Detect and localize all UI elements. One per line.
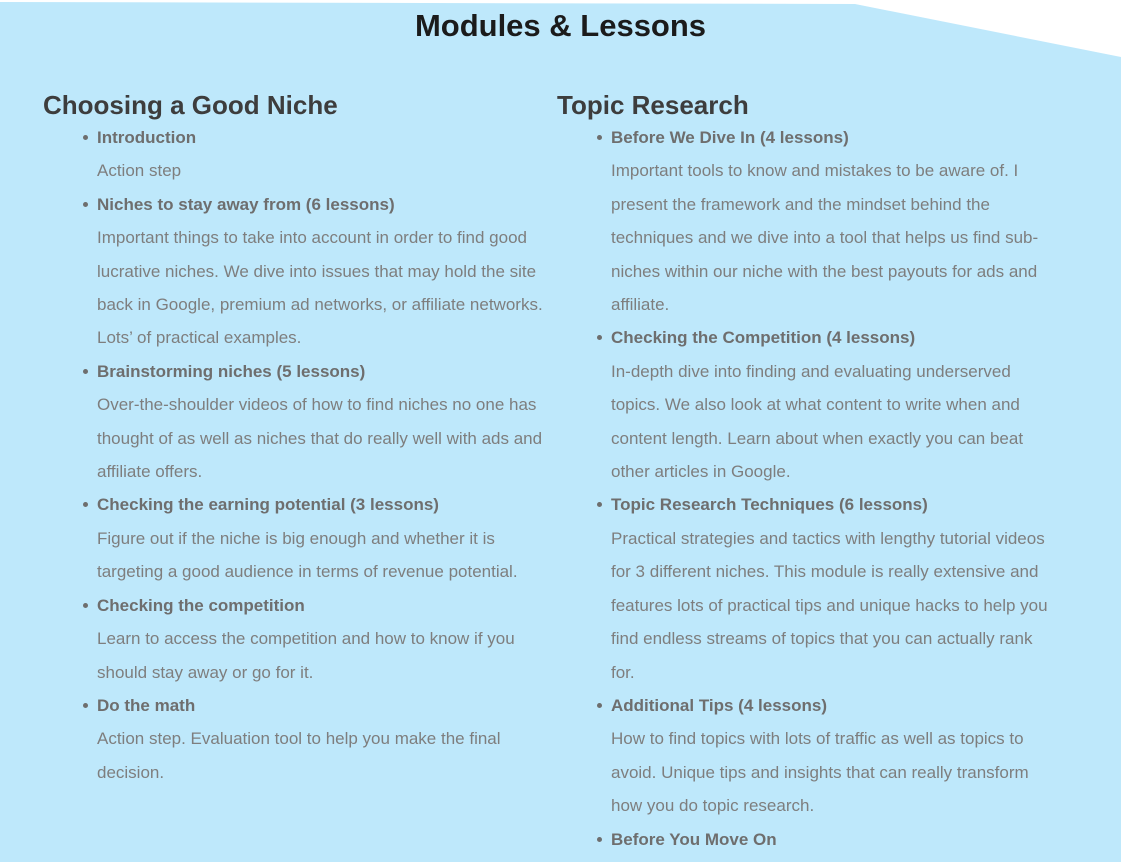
lesson-item [97,488,543,588]
modules-columns [0,90,1121,856]
lesson-item-title: Niches to stay away from (6 lessons) [97,194,395,214]
lesson-item [611,689,1057,823]
lesson-item-title: Before We Dive In (4 lessons) [611,128,849,147]
lesson-item [97,188,543,355]
lesson-item-title: Topic Research Techniques (6 lessons) [611,495,928,515]
lesson-item-description: Important tools to know and mistakes to be aware of. I present the framework and the mindset behind the techniques and we dive into a tool that helps us find sub-niches within our niche with the best payouts for ads and affiliate. [611,161,1039,315]
lesson-item-title: Introduction [97,128,197,147]
lesson-item [611,121,1057,321]
lesson-item-description: Action step. Evaluation tool to help you make the final decision. [97,729,501,782]
column-heading: Choosing a Good Niche [43,90,338,120]
lesson-item-description: Figure out if the niche is big enough and whether it is targeting a good audience in terms of revenue potential. [97,528,518,582]
page-title: Modules & Lessons [414,8,707,43]
lesson-item [611,823,1057,856]
lesson-item [97,689,543,789]
lesson-item-description: Over-the-shoulder videos of how to find niches no one has thought of as well as niches that do really well with ads and affiliate offers. [97,395,543,482]
lesson-item [97,589,543,689]
lesson-list [43,121,543,789]
lesson-item-title: Additional Tips (4 lessons) [611,695,827,715]
lesson-item-description: Practical strategies and tactics with lengthy tutorial videos for 3 different niches. This module is really extensive and features lots of practical tips and unique hacks to help you find endless streams of topics that you can actually rank for. [611,528,1048,682]
lesson-item [611,321,1057,488]
lesson-item-description: In-depth dive into finding and evaluating underserved topics. We also look at what content to write when and content length. Learn about when exactly you can beat other articles in Google. [611,361,1024,482]
lesson-item-description: Learn to access the competition and how to know if you should stay away or go for it. [97,629,515,682]
column-heading: Topic Research [557,90,749,120]
lesson-item-description: Important things to take into account in order to find good lucrative niches. We dive into issues that may hold the site back in Google, premium ad networks, or affiliate networks. Lots’ of practical examples. [97,228,543,348]
lesson-item-title: Before You Move On [611,829,777,849]
lesson-item [97,121,543,188]
lesson-item-description: How to find topics with lots of traffic as well as topics to avoid. Unique tips and insights that can really transform how you do topic research. [611,729,1029,816]
lesson-item-title: Do the math [97,695,196,715]
module-column-topic-research [557,90,1057,856]
lesson-item-description: Action step [97,161,182,181]
lesson-item [97,355,543,489]
lesson-item-title: Checking the competition [97,595,305,615]
module-column-choosing-a-good-niche [43,90,543,856]
lesson-item-title: Checking the earning potential (3 lessons) [97,495,439,515]
lesson-item [611,488,1057,688]
lesson-list [557,121,1057,856]
lesson-item-title: Brainstorming niches (5 lessons) [97,361,366,381]
lesson-item-title: Checking the Competition (4 lessons) [611,328,916,348]
